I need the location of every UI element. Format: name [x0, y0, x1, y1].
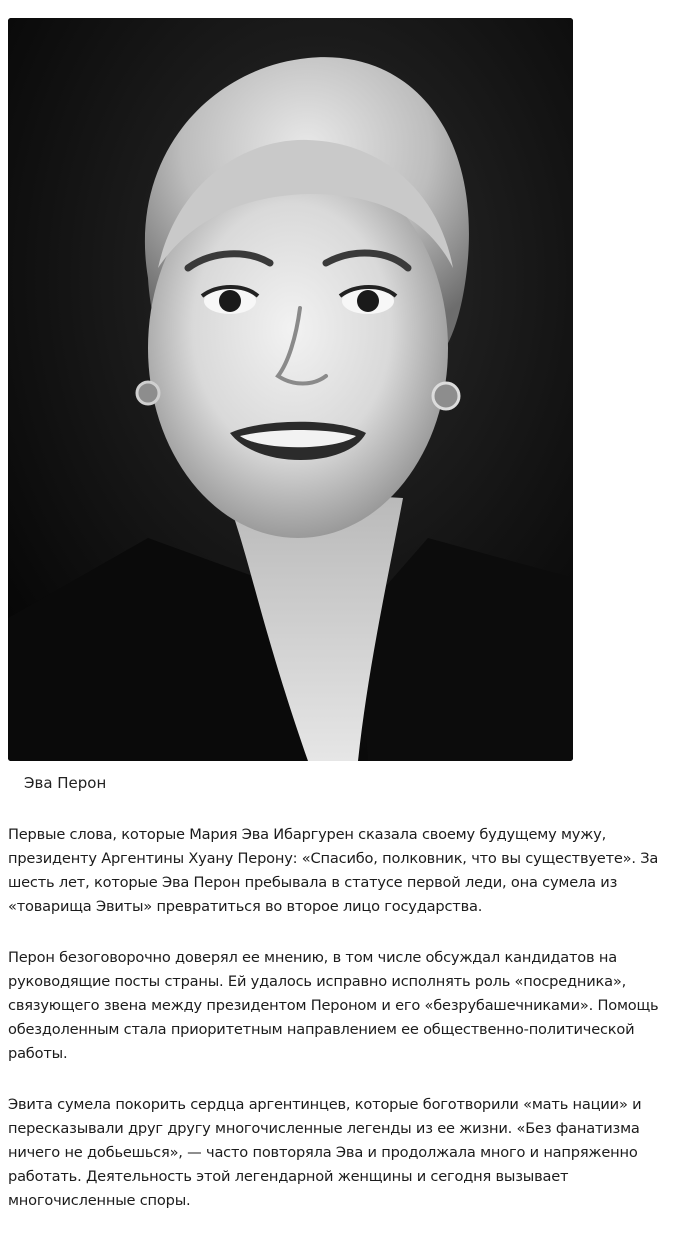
paragraph-1: Первые слова, которые Мария Эва Ибаргурен сказала своему будущему мужу, президенту Аргентины Хуану Перону: «Спасибо, полковник, что вы существуете». За шесть лет, которые Эва Перон пребывала в статусе первой леди, она сумела из «товарища Эвиты» превратиться во второе лицо государства. — [8, 826, 659, 915]
portrait-illustration — [8, 18, 573, 761]
photo-caption: Эва Перон — [24, 774, 107, 792]
paragraph-3: Эвита сумела покорить сердца аргентинцев, которые боготворили «мать нации» и пересказывали друг другу многочисленные легенды из ее жизни. «Без фанатизма ничего не добьешься», — часто повторяла Эва и продолжала много и напряженно работать. Деятельность этой легендарной женщины и сегодня вызывает многочисленные споры. — [8, 1096, 642, 1209]
portrait-photo — [8, 18, 573, 761]
paragraph-2: Перон безоговорочно доверял ее мнению, в том числе обсуждал кандидатов на руководящие посты страны. Ей удалось исправно исполнять роль «посредника», связующего звена между президентом Пероном и его «безрубашечниками». Помощь обездоленным стала приоритетным направлением ее общественно-политической работы. — [8, 949, 659, 1062]
article-text — [8, 823, 692, 1240]
